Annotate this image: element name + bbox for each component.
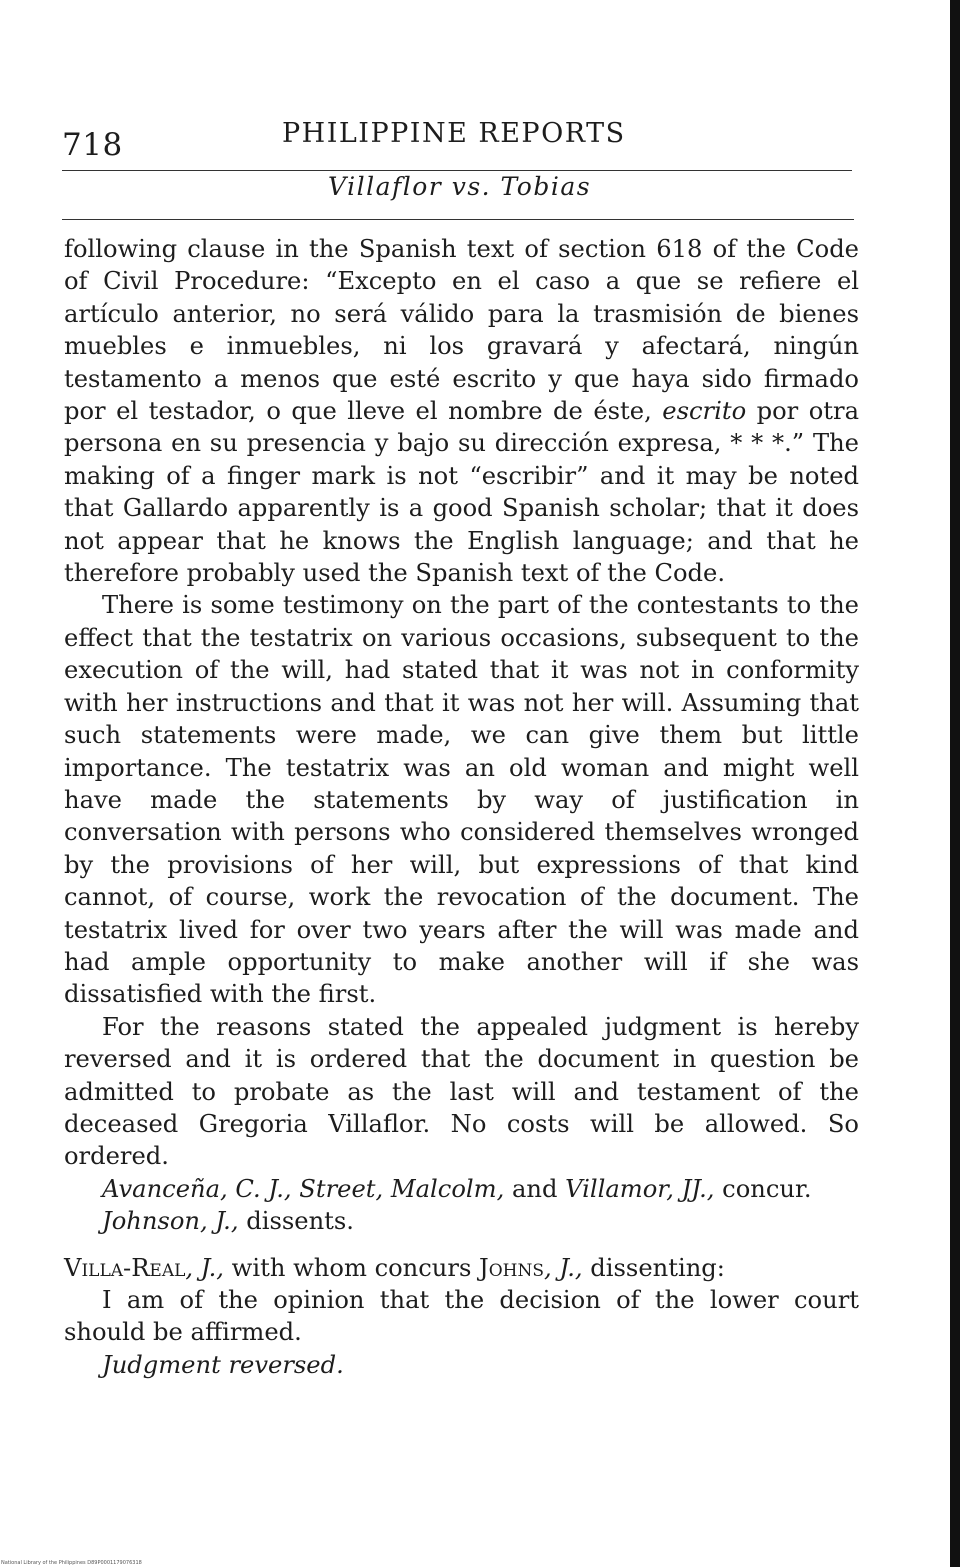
dissenting-opinion-heading: Villa-Real, J., with whom concurs Johns, J., dissenting: (64, 1253, 725, 1282)
page-number: 718 (62, 127, 123, 163)
concurrence-line: Avanceña, C. J., Street, Malcolm, and Villamor, JJ., concur. (102, 1174, 812, 1203)
header-rule (62, 170, 852, 171)
judgment-line: Judgment reversed. (102, 1350, 344, 1379)
dissenting-opinion-text: I am of the opinion that the decision of the lower court should be affirmed. (64, 1286, 859, 1347)
paragraph-spanish-text: following clause in the Spanish text of section 618 of the Code of Civil Procedure: “Excepto en el caso a que se refiere el artículo anterior, no será válido para la trasmisión de bienes muebles e inmuebles, ni los gravará y afectará, ningún testamento a menos que esté escrito y que haya sido firmado por el testador, o que lleve el nombre de éste, escrito por otra persona en su presencia y bajo su dirección expresa, * * *.” The making of a finger mark is not “escribir” and it may be noted that Gallardo apparently is a good Spanish scholar; that it does not appear that he knows the English language; and that he therefore probably used the Spanish text of the Code. (64, 235, 860, 588)
scan-credit: National Library of the Philippines D89P0001179076318 (1, 1560, 142, 1566)
paragraph-disposition: For the reasons stated the appealed judgment is hereby reversed and it is ordered that the document in question be admitted to probate as the last will and testament of the deceased Gregoria Villaflor. No costs will be allowed. So ordered. (64, 1012, 859, 1171)
opinion-body (64, 233, 859, 1381)
case-title-rule (62, 219, 854, 220)
dissent-line: Johnson, J., dissents. (102, 1207, 354, 1236)
case-title: Villaflor vs. Tobias (328, 172, 592, 201)
page-edge-shadow (950, 0, 960, 1567)
running-head: PHILIPPINE REPORTS (282, 118, 626, 149)
paragraph-testimony: There is some testimony on the part of the contestants to the effect that the testatrix on various occasions, subsequent to the execution of the will, had stated that it was not in conformity with her instructions and that it was not her will. Assuming that such statements were made, we can give them but little importance. The testatrix was an old woman and might well have made the statements by way of justification in conversation with persons who considered themselves wronged by the provisions of her will, but expressions of that kind cannot, of course, work the revocation of the document. The testatrix lived for over two years after the will was made and had ample opportunity to make another will if she was dissatisfied with the first. (64, 591, 859, 1009)
